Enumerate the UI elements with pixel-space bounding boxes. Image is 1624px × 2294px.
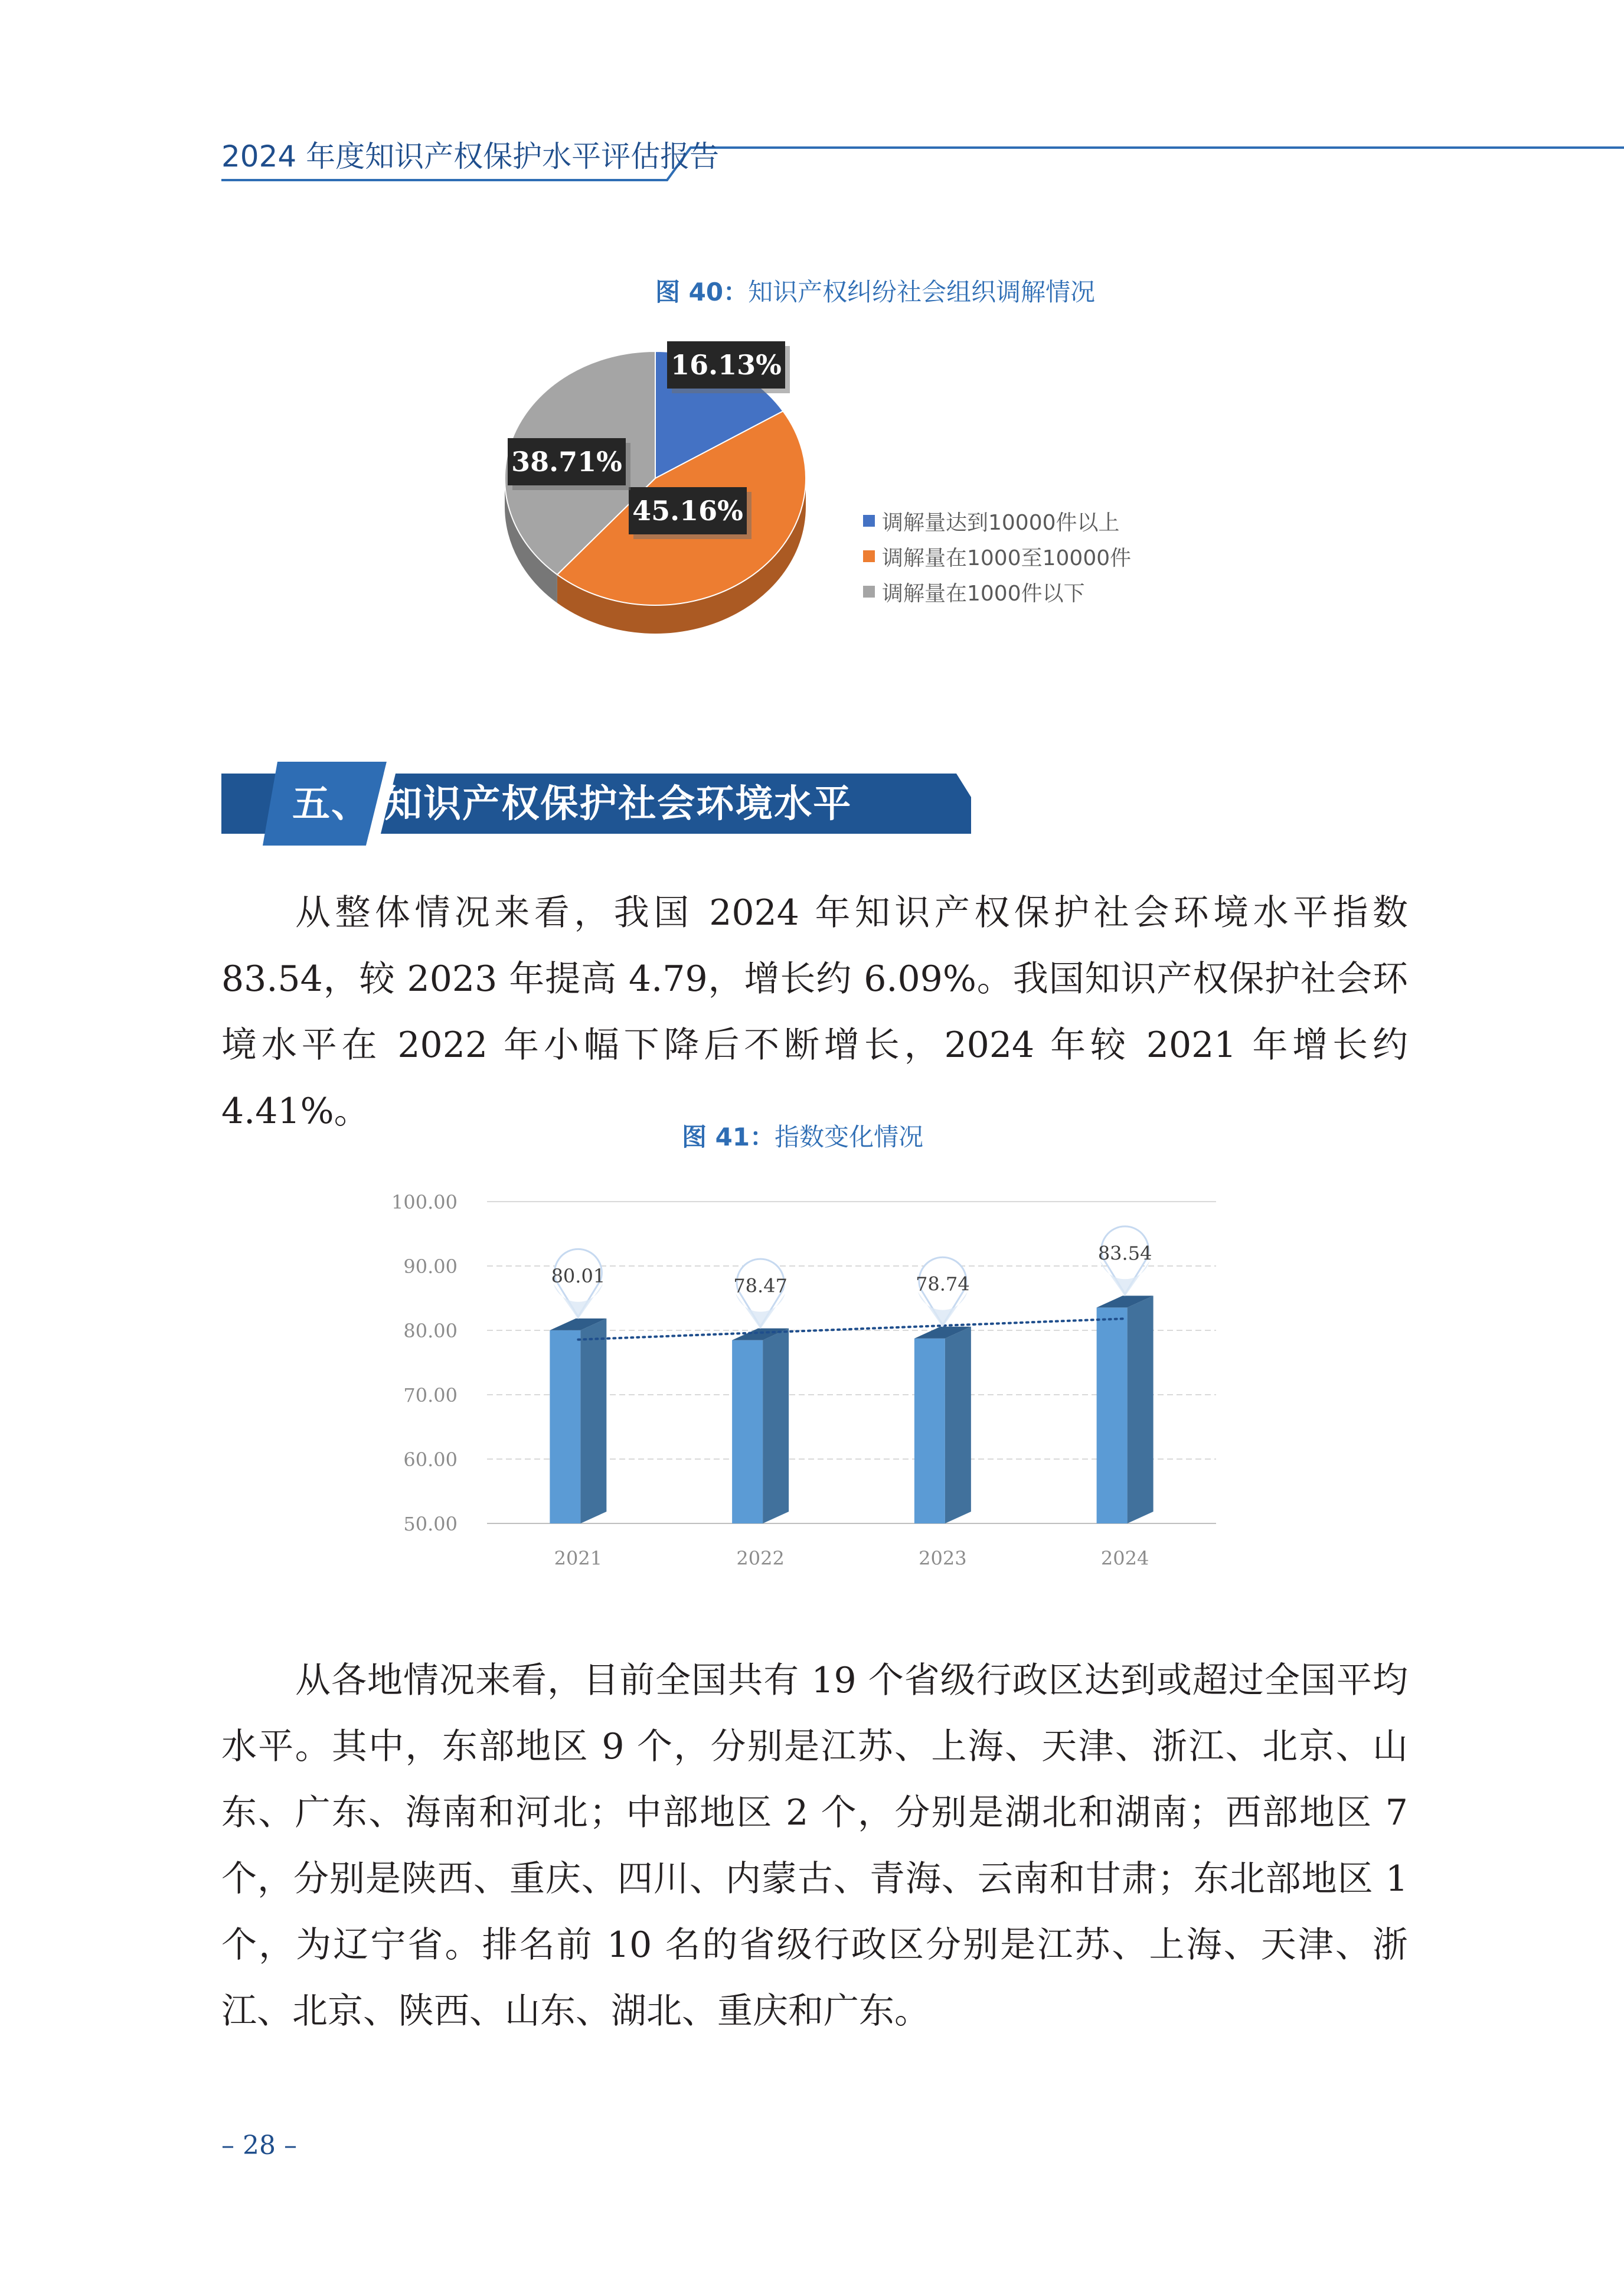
y-tick-label-5: 50.00 xyxy=(403,1513,458,1535)
figure-41-title: 指数变化情况 xyxy=(775,1122,924,1151)
figure-41-label: 图 41： xyxy=(682,1122,775,1151)
pie-legend-label-0: 调解量达到10000件以上 xyxy=(882,510,1120,535)
section-title: 五、 知识产权保护社会环境水平 xyxy=(292,782,852,826)
pie-legend-label-2: 调解量在1000件以下 xyxy=(882,581,1085,606)
paragraph-overall: 从整体情况来看，我国 2024 年知识产权保护社会环境水平指数 83.54，较 2023 年提高 4.79，增长约 6.09%。我国知识产权保护社会环境水平在 2022 年小幅下降后不断增长，2024 年较 2021 年增长约 4.41%。 xyxy=(221,892,1408,1132)
value-label-2023: 78.74 xyxy=(916,1272,970,1296)
value-callout-2021 xyxy=(551,1249,606,1319)
bar-2022 xyxy=(732,1329,789,1523)
pie-label-text-0: 16.13% xyxy=(671,349,782,381)
pie-legend-label-1: 调解量在1000至10000件 xyxy=(882,546,1132,570)
bar-2023 xyxy=(914,1327,971,1523)
pie-label-text-2: 38.71% xyxy=(511,446,622,478)
section-banner xyxy=(0,0,1624,856)
bar-value-callouts xyxy=(551,1226,1152,1329)
figure-40-title: 知识产权纠纷社会组织调解情况 xyxy=(748,278,1096,306)
x-tick-label-2024: 2024 xyxy=(1100,1547,1149,1569)
page-number: – 28 – xyxy=(221,2130,297,2161)
y-tick-label-4: 60.00 xyxy=(403,1448,458,1471)
value-callout-2022 xyxy=(733,1259,788,1329)
figure-40-label: 图 40： xyxy=(655,278,749,306)
bar-y-tick-labels xyxy=(391,1191,458,1535)
paragraph-regional: 从各地情况来看，目前全国共有 19 个省级行政区达到或超过全国平均水平。其中，东部地区 9 个，分别是江苏、上海、天津、浙江、北京、山东、广东、海南和河北；中部地区 2 个，分别是湖北和湖南；西部地区 7 个，分别是陕西、重庆、四川、内蒙古、青海、云南和甘肃；东北部地区 1 个，为辽宁省。排名前 10 名的省级行政区分别是江苏、上海、天津、浙江、北京、陕西、山东、湖北、重庆和广东。 xyxy=(221,1660,1408,2032)
value-label-2022: 78.47 xyxy=(733,1274,788,1297)
running-header-title: 2024 年度知识产权保护水平评估报告 xyxy=(221,139,720,174)
value-callout-2023 xyxy=(916,1257,970,1327)
y-tick-label-1: 90.00 xyxy=(403,1255,458,1278)
bar-2021 xyxy=(550,1319,606,1523)
bar-2024 xyxy=(1097,1296,1154,1523)
y-tick-label-2: 80.00 xyxy=(403,1320,458,1342)
pie-label-text-1: 45.16% xyxy=(632,495,743,527)
trendline xyxy=(578,1319,1125,1340)
value-label-2021: 80.01 xyxy=(551,1264,606,1287)
bar-trendline xyxy=(578,1319,1125,1340)
y-tick-label-0: 100.00 xyxy=(391,1191,458,1213)
x-tick-label-2023: 2023 xyxy=(919,1547,967,1569)
y-tick-label-3: 70.00 xyxy=(403,1384,458,1407)
value-label-2024: 83.54 xyxy=(1097,1242,1152,1265)
figure-41-caption xyxy=(682,1118,923,1153)
bar-chart xyxy=(354,1169,1240,1582)
x-tick-label-2021: 2021 xyxy=(554,1547,603,1569)
value-callout-2024 xyxy=(1098,1226,1152,1296)
bar-x-tick-labels xyxy=(554,1547,1149,1569)
x-tick-label-2022: 2022 xyxy=(736,1547,785,1569)
